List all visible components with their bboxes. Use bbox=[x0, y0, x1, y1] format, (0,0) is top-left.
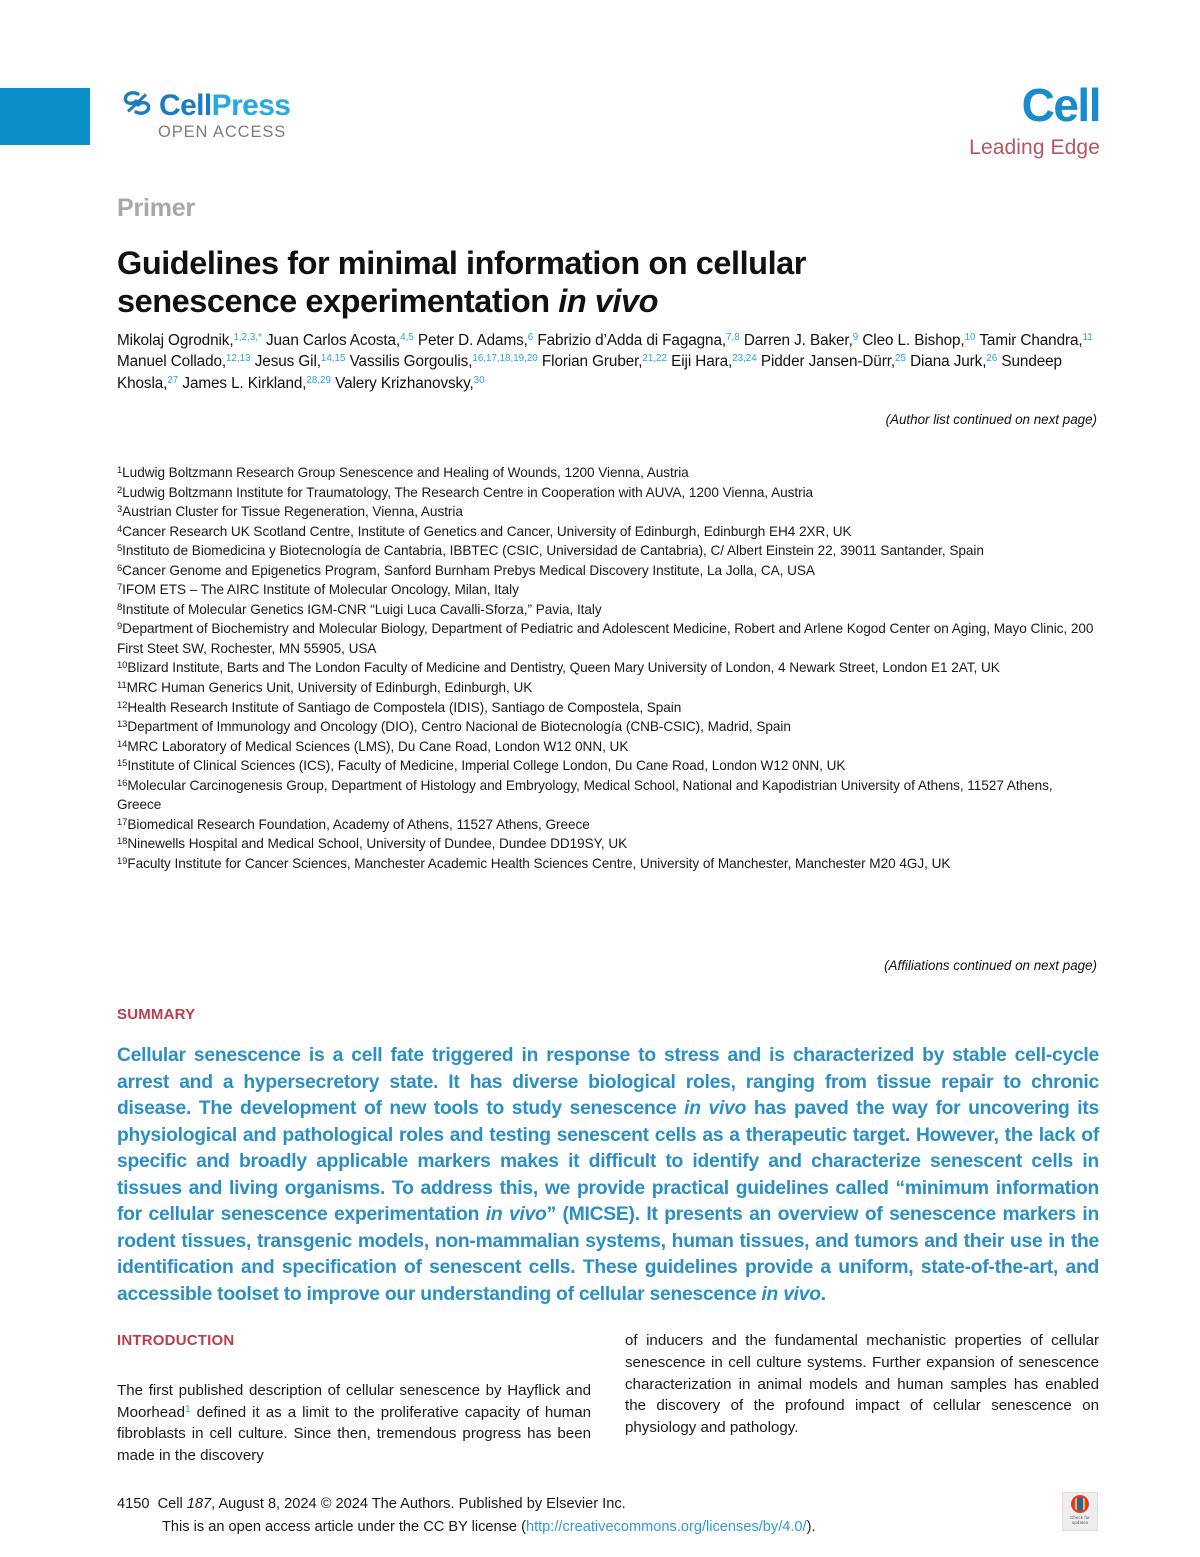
crossmark-badge[interactable] bbox=[1062, 1492, 1098, 1531]
affiliation-text: Molecular Carcinogenesis Group, Department of Histology and Embryology, Medical School, National and Kapodistrian University of Athens, 11527 Athens, Greece bbox=[117, 777, 1053, 813]
author-name: Cleo L. Bishop, bbox=[862, 332, 965, 349]
author-name: Vassilis Gorgoulis, bbox=[349, 353, 473, 371]
title-line-2-plain: senescence experimentation bbox=[117, 282, 559, 319]
affiliation-number: 10 bbox=[117, 659, 128, 671]
affiliation-text: Biomedical Research Foundation, Academy of Athens, 11527 Athens, Greece bbox=[127, 816, 590, 832]
author-affiliation-marker[interactable]: 1,2,3,* bbox=[233, 332, 262, 343]
author-name: Valery Krizhanovsky, bbox=[335, 374, 474, 392]
affiliation-number: 19 bbox=[117, 854, 128, 866]
affiliation-text: Ludwig Boltzmann Institute for Traumatology, The Research Centre in Cooperation with AUVA, 1200 Vienna, Austria bbox=[122, 484, 814, 500]
cellpress-mark-icon bbox=[122, 90, 152, 121]
summary-italic-3: in vivo bbox=[761, 1283, 821, 1305]
leading-edge-label: Leading Edge bbox=[969, 136, 1100, 159]
author-name: Peter D. Adams, bbox=[417, 332, 528, 349]
author-name: Manuel Collado, bbox=[117, 353, 227, 371]
affiliation-number: 1 bbox=[117, 464, 123, 475]
author-name: Juan Carlos Acosta, bbox=[265, 332, 401, 349]
author-list bbox=[117, 330, 1097, 394]
affiliation-item bbox=[117, 737, 1097, 757]
title-line-1: Guidelines for minimal information on cellular bbox=[117, 244, 806, 281]
reference-marker-1[interactable]: 1 bbox=[184, 1403, 191, 1415]
affiliation-list bbox=[117, 463, 1097, 873]
footer-journal-name: Cell bbox=[157, 1496, 183, 1512]
author-affiliation-marker[interactable]: 28,29 bbox=[306, 374, 331, 386]
affiliation-text: Cancer Research UK Scotland Centre, Institute of Genetics and Cancer, University of Edinburgh, Edinburgh EH4 2XR, UK bbox=[122, 523, 852, 539]
author-affiliation-marker[interactable]: 14,15 bbox=[320, 353, 346, 365]
introduction-paragraph-left bbox=[117, 1380, 591, 1467]
summary-italic-2: in vivo bbox=[485, 1204, 547, 1225]
article-type-label: Primer bbox=[117, 194, 196, 222]
footer-volume: 187 bbox=[186, 1496, 212, 1512]
affiliation-number: 13 bbox=[117, 718, 128, 730]
affiliation-text: IFOM ETS – The AIRC Institute of Molecular Oncology, Milan, Italy bbox=[122, 582, 519, 598]
author-affiliation-marker[interactable]: 6 bbox=[527, 332, 534, 343]
affiliation-text: Faculty Institute for Cancer Sciences, Manchester Academic Health Sciences Centre, University of Manchester, Manchester M20 4GJ, UK bbox=[127, 855, 951, 871]
affiliation-number: 18 bbox=[117, 835, 128, 847]
author-name: Tamir Chandra, bbox=[979, 332, 1083, 349]
footer-license-line bbox=[162, 1516, 1100, 1539]
body-column-left bbox=[117, 1330, 591, 1467]
summary-part-3: ” (MICSE). It presents an overview of senescence markers in rodent tissues, transgenic models, non-mammalian systems, human tissues, and tumors and their use in the identification and specification of senescent cells. These guidelines provide a uniform, state-of-the-art, and accessible toolset to improve our understanding of cellular senescence bbox=[117, 1204, 1099, 1305]
author-affiliation-marker[interactable]: 30 bbox=[473, 374, 485, 386]
cellpress-wordmark: CellPress bbox=[159, 88, 291, 122]
affiliation-item bbox=[117, 619, 1097, 658]
brand-color-block bbox=[0, 88, 90, 145]
author-affiliation-marker[interactable]: 16,17,18,19,20 bbox=[472, 353, 538, 365]
affiliation-item bbox=[117, 600, 1097, 620]
affiliation-item bbox=[117, 678, 1097, 698]
affiliation-item bbox=[117, 522, 1097, 542]
author-affiliation-marker[interactable]: 12,13 bbox=[226, 353, 251, 365]
affiliation-text: Institute of Molecular Genetics IGM-CNR “Luigi Luca Cavalli-Sforza,” Pavia, Italy bbox=[122, 601, 602, 617]
affiliation-number: 7 bbox=[117, 581, 123, 593]
author-affiliation-marker[interactable]: 23,24 bbox=[732, 353, 757, 365]
affiliation-item bbox=[117, 815, 1097, 835]
author-affiliation-marker[interactable]: 10 bbox=[964, 332, 976, 343]
author-name: Diana Jurk, bbox=[910, 353, 987, 371]
crossmark-label bbox=[1063, 1515, 1097, 1526]
footer-citation-line: 4150 Cell 187, August 8, 2024 © 2024 The Authors. Published by Elsevier Inc. bbox=[117, 1496, 626, 1512]
affiliation-item bbox=[117, 580, 1097, 600]
affiliation-item bbox=[117, 717, 1097, 737]
author-affiliation-marker[interactable]: 25 bbox=[895, 353, 906, 365]
affiliation-text: Department of Immunology and Oncology (DIO), Centro Nacional de Biotecnología (CNB-CSIC), Madrid, Spain bbox=[127, 719, 791, 735]
affiliation-text: Health Research Institute of Santiago de Compostela (IDIS), Santiago de Compostela, Spain bbox=[127, 699, 682, 715]
affiliation-number: 9 bbox=[117, 620, 123, 632]
introduction-paragraph-right: of inducers and the fundamental mechanistic properties of cellular senescence in cell culture systems. Further expansion of senescence characterization in animal models and human samples has enabled the discovery of the profound impact of cellular senescence on physiology and pathology. bbox=[625, 1332, 1099, 1437]
author-affiliation-marker[interactable]: 27 bbox=[167, 374, 179, 386]
affiliation-number: 4 bbox=[117, 522, 123, 534]
affiliation-text: Instituto de Biomedicina y Biotecnología de Cantabria, IBBTEC (CSIC, Universidad de Cantabria), C/ Albert Einstein 22, 39011 Santander, Spain bbox=[122, 543, 984, 559]
license-text-pre: This is an open access article under the CC BY license ( bbox=[162, 1519, 526, 1535]
author-list-continued-note: (Author list continued on next page) bbox=[885, 412, 1097, 427]
affiliation-number: 11 bbox=[117, 679, 127, 691]
page-footer bbox=[117, 1493, 1100, 1539]
author-name: James L. Kirkland, bbox=[182, 374, 307, 392]
body-column-right bbox=[625, 1330, 1099, 1439]
author-name: Jesus Gil, bbox=[254, 353, 321, 371]
author-name: Mikolaj Ogrodnik, bbox=[117, 332, 234, 349]
affiliation-item bbox=[117, 463, 1097, 483]
affiliations-continued-note: (Affiliations continued on next page) bbox=[884, 958, 1097, 973]
affiliation-item bbox=[117, 483, 1097, 503]
introduction-heading: INTRODUCTION bbox=[117, 1332, 235, 1349]
affiliation-text: Blizard Institute, Barts and The London Faculty of Medicine and Dentistry, Queen Mary University of London, 4 Newark Street, London E1 2AT, UK bbox=[127, 660, 1000, 676]
summary-part-1: Cellular senescence is a cell fate triggered in response to stress and is characterized by stable cell-cycle arrest and a hypersecretory state. It has diverse biological roles, ranging from tissue repair to chronic disease. The development of new tools to study senescence bbox=[117, 1045, 1099, 1119]
affiliation-item bbox=[117, 541, 1097, 561]
journal-branding bbox=[800, 79, 1100, 160]
affiliation-text: Department of Biochemistry and Molecular Biology, Department of Pediatric and Adolescent Medicine, Robert and Arlene Kogod Center on Aging, Mayo Clinic, 200 First Steet SW, Rochester, MN 55905, USA bbox=[117, 621, 1094, 656]
affiliation-text: MRC Human Generics Unit, University of Edinburgh, Edinburgh, UK bbox=[126, 680, 533, 696]
affiliation-item bbox=[117, 854, 1097, 874]
cell-journal-logo: Cell bbox=[1021, 79, 1100, 131]
author-affiliation-marker[interactable]: 7,8 bbox=[726, 332, 740, 343]
affiliation-text: Institute of Clinical Sciences (ICS), Faculty of Medicine, Imperial College London, Du Cane Road, London W12 0NN, UK bbox=[127, 758, 846, 774]
affiliation-item bbox=[117, 776, 1097, 815]
intro-left-part-2: defined it as a limit to the proliferative capacity of human fibroblasts in cell culture. Since then, tremendous progress has been made in the discovery bbox=[117, 1403, 591, 1465]
affiliation-text: MRC Laboratory of Medical Sciences (LMS), Du Cane Road, London W12 0NN, UK bbox=[127, 738, 629, 754]
affiliation-number: 6 bbox=[117, 561, 123, 573]
affiliation-item bbox=[117, 658, 1097, 678]
author-affiliation-marker[interactable]: 11 bbox=[1082, 332, 1093, 343]
page-title bbox=[117, 244, 997, 320]
crossmark-label-line-1: Check for bbox=[1070, 1515, 1090, 1520]
author-name: Fabrizio d’Adda di Fagagna, bbox=[537, 332, 727, 349]
affiliation-text: Austrian Cluster for Tissue Regeneration, Vienna, Austria bbox=[122, 504, 463, 520]
affiliation-item bbox=[117, 698, 1097, 718]
author-affiliation-marker[interactable]: 26 bbox=[986, 353, 998, 365]
open-access-label: OPEN ACCESS bbox=[158, 123, 287, 141]
affiliation-text: Ninewells Hospital and Medical School, University of Dundee, Dundee DD19SY, UK bbox=[127, 836, 628, 852]
intro-left-part-1: The first published description of cellular senescence by Hayflick and Moorhead bbox=[117, 1381, 591, 1421]
title-line-2-italic: in vivo bbox=[558, 282, 659, 319]
affiliation-number: 16 bbox=[117, 776, 128, 788]
affiliation-number: 3 bbox=[117, 503, 123, 515]
license-url-link[interactable]: http://creativecommons.org/licenses/by/4.0/ bbox=[525, 1519, 807, 1535]
summary-italic-1: in vivo bbox=[684, 1098, 747, 1119]
footer-date: August 8, 2024 bbox=[218, 1496, 317, 1512]
affiliation-text: Ludwig Boltzmann Research Group Senescence and Healing of Wounds, 1200 Vienna, Austria bbox=[122, 465, 689, 480]
masthead bbox=[0, 79, 1100, 159]
author-name: Sundeep Khosla, bbox=[117, 353, 1062, 392]
author-affiliation-marker[interactable]: 9 bbox=[852, 332, 859, 343]
summary-part-4: . bbox=[820, 1283, 826, 1305]
affiliation-item bbox=[117, 756, 1097, 776]
affiliation-number: 17 bbox=[117, 815, 128, 827]
affiliation-number: 8 bbox=[117, 600, 123, 612]
crossmark-icon bbox=[1071, 1495, 1089, 1513]
affiliation-number: 5 bbox=[117, 542, 123, 554]
affiliation-item bbox=[117, 502, 1097, 522]
license-text-post: ). bbox=[806, 1519, 816, 1535]
author-name: Pidder Jansen-Dürr, bbox=[760, 353, 896, 371]
author-affiliation-marker[interactable]: 4,5 bbox=[400, 332, 414, 343]
summary-heading: SUMMARY bbox=[117, 1006, 196, 1023]
affiliation-item bbox=[117, 561, 1097, 581]
summary-part-2: has paved the way for uncovering its physiological and pathological roles and testing senescent cells as a therapeutic target. However, the lack of specific and broadly applicable markers makes it difficult to identify and characterize senescent cells in tissues and living organisms. To address this, we provide practical guidelines called “minimum information for cellular senescence experimentation bbox=[117, 1098, 1100, 1225]
author-name: Florian Gruber, bbox=[541, 353, 643, 371]
affiliation-item bbox=[117, 834, 1097, 854]
footer-copyright: © 2024 The Authors. Published by Elsevier Inc. bbox=[320, 1496, 626, 1512]
affiliation-number: 12 bbox=[117, 698, 128, 710]
author-name: Darren J. Baker, bbox=[743, 332, 853, 349]
affiliation-number: 14 bbox=[117, 737, 128, 749]
affiliation-number: 2 bbox=[117, 483, 123, 495]
author-name: Eiji Hara, bbox=[671, 353, 733, 371]
crossmark-label-line-2: updates bbox=[1071, 1520, 1089, 1526]
affiliation-text: Cancer Genome and Epigenetics Program, Sanford Burnham Prebys Medical Discovery Institute, La Jolla, CA, USA bbox=[122, 562, 815, 578]
footer-page-number: 4150 bbox=[117, 1496, 150, 1512]
summary-text bbox=[117, 1043, 1099, 1308]
cellpress-logo bbox=[122, 90, 290, 142]
author-affiliation-marker[interactable]: 21,22 bbox=[642, 353, 667, 365]
affiliation-number: 15 bbox=[117, 757, 128, 769]
